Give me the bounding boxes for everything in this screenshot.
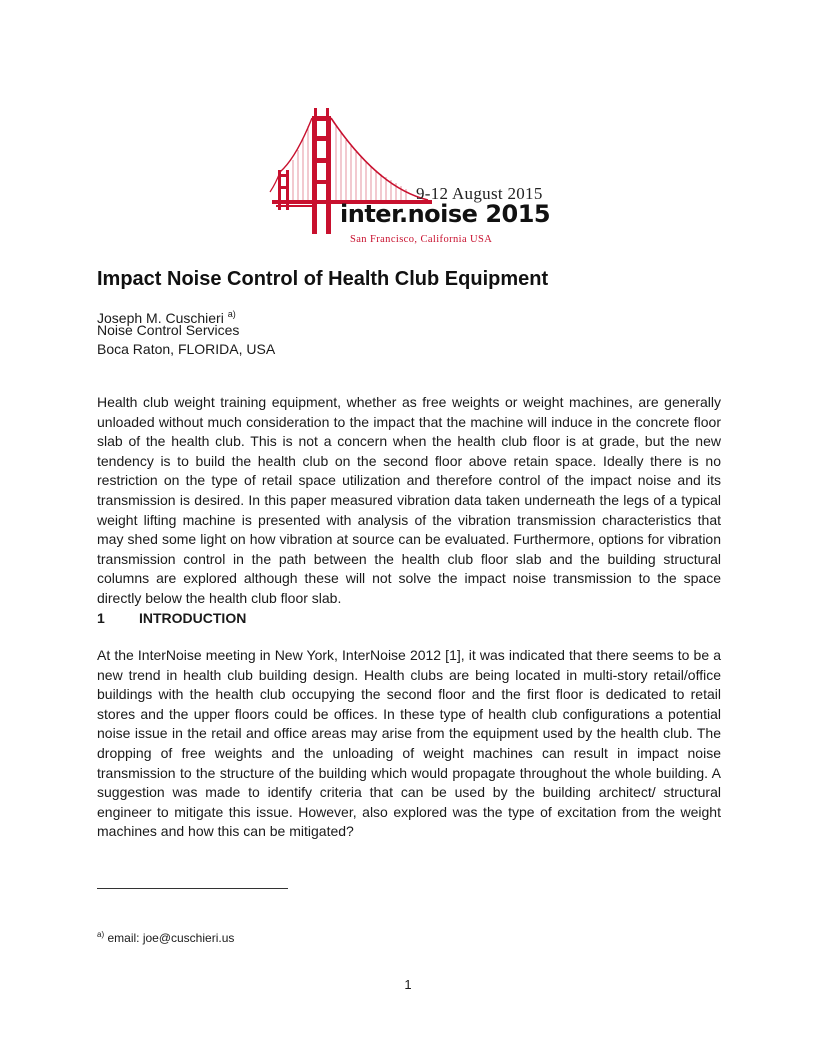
footnote-divider	[97, 888, 288, 889]
author-footnote-mark: a)	[227, 309, 236, 319]
footnote-mark: a)	[97, 930, 105, 939]
footnote-email: email: joe@cuschieri.us	[107, 931, 235, 945]
author-affiliation: Noise Control Services	[97, 322, 240, 338]
section-number: 1	[97, 610, 105, 626]
page-number: 1	[404, 977, 412, 992]
conference-logo	[268, 108, 558, 254]
author-name: Joseph M. Cuschieri	[97, 310, 224, 326]
footnote	[97, 930, 234, 945]
section-heading	[97, 610, 246, 626]
golden-gate-bridge-icon	[268, 108, 558, 254]
section-title: INTRODUCTION	[139, 610, 247, 626]
author-address: Boca Raton, FLORIDA, USA	[97, 341, 276, 357]
conference-brand: inter.noise 2015	[340, 200, 551, 228]
conference-date: 9-12 August 2015	[416, 184, 543, 203]
paper-title: Impact Noise Control of Health Club Equipment	[97, 268, 549, 290]
conference-location: San Francisco, California USA	[350, 234, 493, 245]
abstract: Health club weight training equipment, whether as free weights or weight machines, are generally unloaded without much consideration to the impact that the machine will induce in the concrete floor slab of the health club. This is not a concern when the health club floor is at grade, but the new tendency is to build the health club on the second floor above retain space. Ideally there is no restriction on the type of retail space utilization and therefore control of the impact noise and its transmission is desired. In this paper measured vibration data taken underneath the legs of a typical weight lifting machine is presented with analysis of the vibration transmission characteristics that may shed some light on how vibration at source can be evaluated. Furthermore, options for vibration transmission control in the path between the health club floor slab and the building structural columns are explored although these will not solve the impact noise transmission to the space directly below the health club floor slab.	[97, 394, 721, 606]
introduction-paragraph: At the InterNoise meeting in New York, InterNoise 2012 [1], it was indicated that there seems to be a new trend in health club building design. Health clubs are being located in multi-story retail/office buildings with the health club occupying the second floor and the first floor is dedicated to retail stores and the upper floors could be offices. In these type of health club configurations a potential noise issue in the retail and office areas may arise from the equipment used by the health club. The dropping of free weights and the unloading of weight machines can result in impact noise transmission to the structure of the building which would propagate throughout the whole building. A suggestion was made to identify criteria that can be used by the building architect/ structural engineer to mitigate this issue. However, also explored was the type of excitation from the weight machines and how this can be mitigated?	[97, 647, 721, 840]
